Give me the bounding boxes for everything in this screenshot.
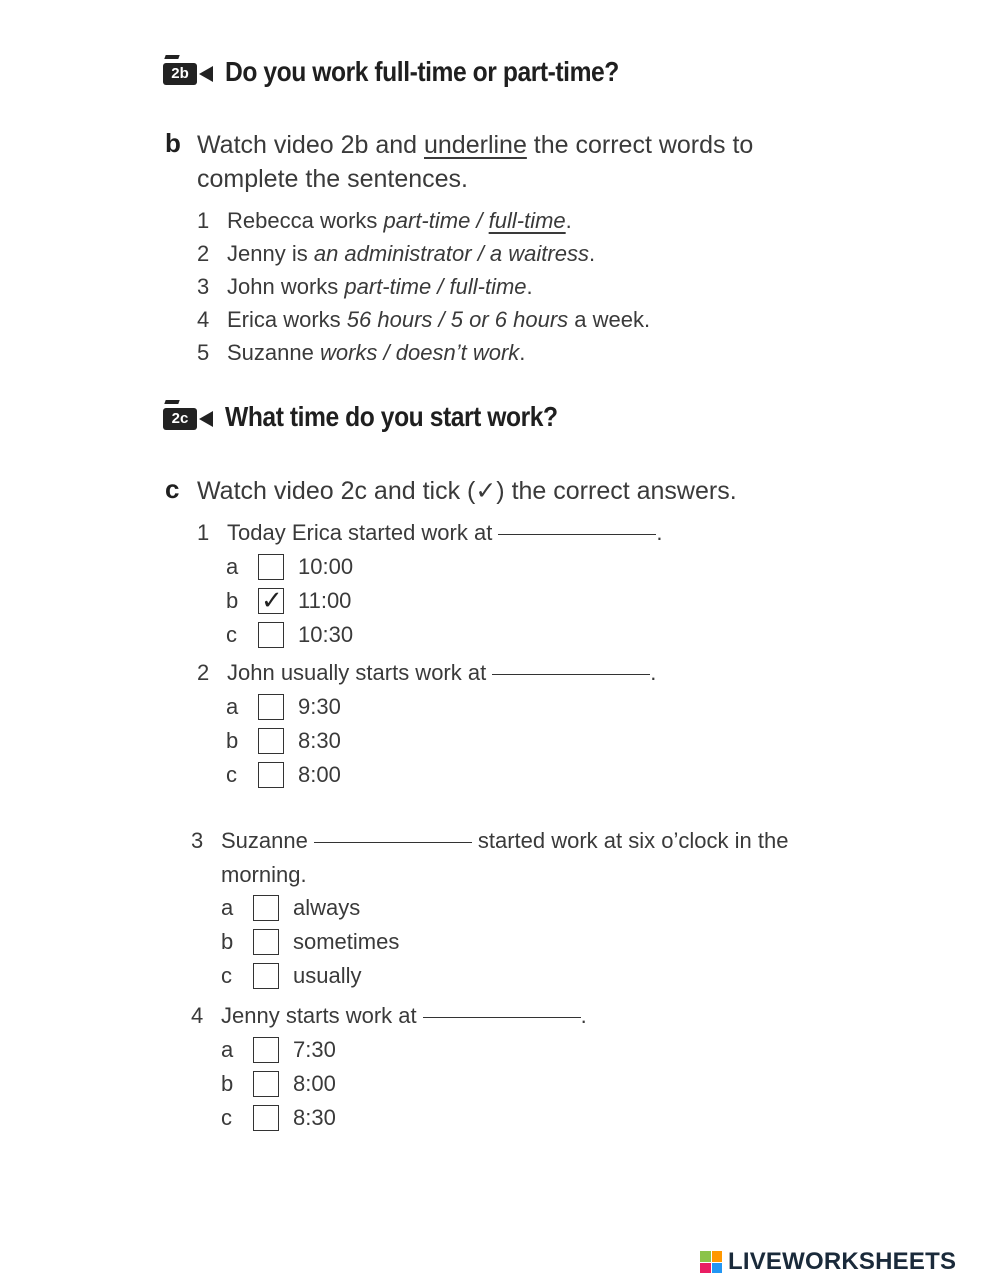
option-row: a 9:30 xyxy=(226,694,341,719)
checkbox[interactable] xyxy=(253,895,279,921)
option-word[interactable]: full-time xyxy=(488,208,566,233)
answer-blank[interactable] xyxy=(492,673,650,675)
checkbox[interactable] xyxy=(253,1037,279,1063)
question-4-options xyxy=(221,1035,336,1133)
list-item: 4 Erica works 56 hours / 5 or 6 hours a week. xyxy=(197,307,651,332)
question-4: 4 Jenny starts work at . xyxy=(191,1003,587,1028)
option-word[interactable]: full-time xyxy=(449,274,527,299)
task-c-instruction: Watch video 2c and tick (✓) the correct answers. xyxy=(197,477,737,505)
question-3-options xyxy=(221,893,399,991)
option-word[interactable]: 56 hours xyxy=(346,307,433,332)
question-2: 2 John usually starts work at . xyxy=(197,660,657,685)
list-item: 2 Jenny is an administrator / a waitress. xyxy=(197,241,596,266)
option-word[interactable]: an administrator xyxy=(313,241,472,266)
checkbox[interactable] xyxy=(258,694,284,720)
option-word[interactable]: doesn’t work xyxy=(395,340,520,365)
checkbox[interactable] xyxy=(258,762,284,788)
liveworksheets-logo-icon xyxy=(700,1251,722,1273)
list-item: 5 Suzanne works / doesn’t work. xyxy=(197,340,526,365)
option-word[interactable]: part-time xyxy=(344,274,432,299)
option-row: b sometimes xyxy=(221,929,400,954)
task-letter-b: b xyxy=(165,128,181,158)
option-row: b 8:00 xyxy=(221,1071,336,1096)
question-3-line2: morning. xyxy=(221,862,307,887)
checkbox[interactable] xyxy=(253,1071,279,1097)
option-row: c 8:00 xyxy=(226,762,341,787)
question-1-options xyxy=(226,552,353,650)
section-2c-title: What time do you start work? xyxy=(225,401,558,432)
answer-blank[interactable] xyxy=(423,1016,581,1018)
checkbox[interactable] xyxy=(258,585,284,615)
option-word[interactable]: part-time xyxy=(383,208,471,233)
checkbox[interactable] xyxy=(258,622,284,648)
logo-square xyxy=(712,1251,723,1262)
option-word[interactable]: a waitress xyxy=(489,241,589,266)
section-2c-heading xyxy=(163,400,603,434)
task-b-items xyxy=(197,206,650,368)
option-row: a 7:30 xyxy=(221,1037,336,1062)
logo-square xyxy=(700,1251,711,1262)
option-row: b 8:30 xyxy=(226,728,341,753)
logo-square xyxy=(712,1263,723,1274)
section-2b-title: Do you work full-time or part-time? xyxy=(225,56,619,87)
option-row: b ✓ 11:00 xyxy=(226,585,352,615)
checkbox[interactable] xyxy=(253,963,279,989)
checkmark-icon: ✓ xyxy=(261,585,283,615)
question-2-options xyxy=(226,692,341,790)
option-word[interactable]: works xyxy=(319,340,378,365)
logo-square xyxy=(700,1263,711,1274)
list-item: 3 John works part-time / full-time. xyxy=(197,274,533,299)
checkbox[interactable] xyxy=(258,728,284,754)
video-camera-icon: 2c xyxy=(163,400,215,434)
checkbox[interactable] xyxy=(253,1105,279,1131)
brand-text: LIVEWORKSHEETS xyxy=(728,1248,957,1275)
task-b-instruction: Watch video 2b and underline the correct words to complete the sentences. xyxy=(197,131,754,193)
checkbox[interactable] xyxy=(258,554,284,580)
answer-blank[interactable] xyxy=(498,533,656,535)
video-camera-icon: 2b xyxy=(163,55,215,89)
question-1: 1 Today Erica started work at . xyxy=(197,520,663,545)
option-word[interactable]: 5 or 6 hours xyxy=(450,307,569,332)
task-letter-c: c xyxy=(165,474,180,504)
answer-blank[interactable] xyxy=(314,841,472,843)
section-2b-heading xyxy=(163,55,673,89)
question-3: 3 Suzanne started work at six o’clock in the xyxy=(191,828,789,853)
option-row: c usually xyxy=(221,963,362,988)
option-row: a always xyxy=(221,895,361,920)
checkbox[interactable] xyxy=(253,929,279,955)
option-row: c 10:30 xyxy=(226,622,354,647)
list-item: 1 Rebecca works part-time / full-time. xyxy=(197,208,572,233)
option-row: a 10:00 xyxy=(226,554,354,579)
liveworksheets-brand[interactable] xyxy=(700,1248,956,1276)
option-row: c 8:30 xyxy=(221,1105,336,1130)
